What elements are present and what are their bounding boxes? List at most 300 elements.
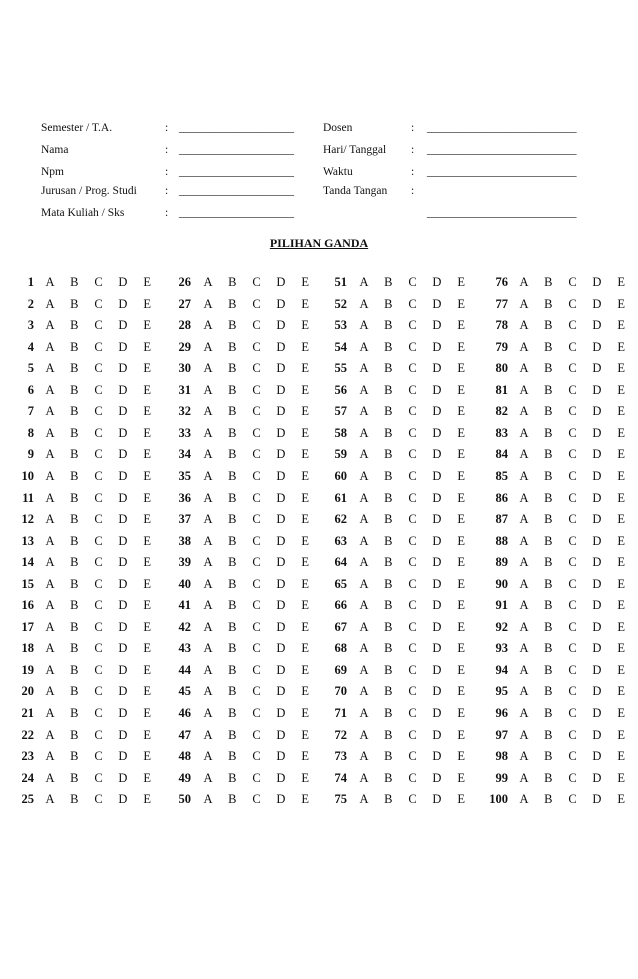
answer-option-e[interactable]: E <box>457 339 465 354</box>
answer-option-b[interactable]: B <box>70 662 79 677</box>
answer-option-e[interactable]: E <box>457 749 465 764</box>
answer-option-e[interactable]: E <box>301 490 309 505</box>
answer-option-c[interactable]: C <box>94 425 103 440</box>
answer-option-d[interactable]: D <box>592 275 602 289</box>
answer-option-a[interactable]: A <box>45 382 55 397</box>
answer-option-c[interactable]: C <box>94 447 103 462</box>
answer-option-d[interactable]: D <box>276 318 286 333</box>
answer-option-b[interactable]: B <box>70 275 79 289</box>
answer-option-c[interactable]: C <box>94 727 103 742</box>
answer-option-c[interactable]: C <box>252 468 261 483</box>
answer-option-e[interactable]: E <box>301 598 309 613</box>
answer-option-a[interactable]: A <box>203 662 213 677</box>
answer-option-b[interactable]: B <box>228 404 237 419</box>
answer-option-c[interactable]: C <box>568 296 577 311</box>
answer-option-d[interactable]: D <box>432 404 442 419</box>
answer-option-c[interactable]: C <box>252 425 261 440</box>
answer-option-d[interactable]: D <box>276 770 286 785</box>
answer-option-d[interactable]: D <box>118 382 128 397</box>
answer-option-a[interactable]: A <box>359 425 369 440</box>
answer-option-b[interactable]: B <box>544 662 553 677</box>
answer-option-b[interactable]: B <box>384 684 393 699</box>
answer-option-c[interactable]: C <box>568 792 577 807</box>
answer-option-c[interactable]: C <box>408 598 417 613</box>
field-input-line[interactable]: ____________________ <box>179 144 294 156</box>
answer-option-d[interactable]: D <box>592 382 602 397</box>
answer-option-c[interactable]: C <box>94 770 103 785</box>
answer-option-d[interactable]: D <box>432 468 442 483</box>
answer-option-e[interactable]: E <box>301 555 309 570</box>
answer-option-e[interactable]: E <box>143 533 151 548</box>
answer-option-a[interactable]: A <box>203 275 213 289</box>
answer-option-b[interactable]: B <box>544 576 553 591</box>
answer-option-e[interactable]: E <box>617 598 625 613</box>
answer-option-a[interactable]: A <box>519 684 529 699</box>
answer-option-c[interactable]: C <box>408 447 417 462</box>
answer-option-c[interactable]: C <box>408 619 417 634</box>
answer-option-d[interactable]: D <box>592 361 602 376</box>
answer-option-c[interactable]: C <box>568 684 577 699</box>
answer-option-e[interactable]: E <box>457 404 465 419</box>
answer-option-d[interactable]: D <box>432 662 442 677</box>
answer-option-c[interactable]: C <box>568 382 577 397</box>
answer-option-c[interactable]: C <box>568 468 577 483</box>
answer-option-d[interactable]: D <box>118 727 128 742</box>
answer-option-d[interactable]: D <box>118 792 128 807</box>
answer-option-a[interactable]: A <box>359 641 369 656</box>
answer-option-d[interactable]: D <box>276 749 286 764</box>
answer-option-d[interactable]: D <box>118 296 128 311</box>
answer-option-e[interactable]: E <box>301 641 309 656</box>
answer-option-c[interactable]: C <box>252 684 261 699</box>
answer-option-e[interactable]: E <box>457 619 465 634</box>
answer-option-d[interactable]: D <box>276 619 286 634</box>
answer-option-c[interactable]: C <box>408 684 417 699</box>
answer-option-a[interactable]: A <box>45 792 55 807</box>
answer-option-d[interactable]: D <box>432 770 442 785</box>
answer-option-c[interactable]: C <box>408 425 417 440</box>
answer-option-d[interactable]: D <box>276 425 286 440</box>
answer-option-d[interactable]: D <box>118 468 128 483</box>
answer-option-d[interactable]: D <box>276 404 286 419</box>
answer-option-c[interactable]: C <box>408 296 417 311</box>
answer-option-d[interactable]: D <box>592 555 602 570</box>
answer-option-c[interactable]: C <box>408 749 417 764</box>
answer-option-d[interactable]: D <box>118 490 128 505</box>
answer-option-a[interactable]: A <box>359 706 369 720</box>
answer-option-c[interactable]: C <box>408 404 417 419</box>
answer-option-b[interactable]: B <box>384 447 393 462</box>
answer-option-d[interactable]: D <box>276 447 286 462</box>
answer-option-e[interactable]: E <box>457 382 465 397</box>
answer-option-b[interactable]: B <box>544 598 553 613</box>
answer-option-c[interactable]: C <box>252 727 261 742</box>
answer-option-b[interactable]: B <box>544 447 553 462</box>
answer-option-a[interactable]: A <box>203 727 213 742</box>
answer-option-c[interactable]: C <box>252 296 261 311</box>
answer-option-a[interactable]: A <box>203 296 213 311</box>
answer-option-c[interactable]: C <box>252 404 261 419</box>
answer-option-b[interactable]: B <box>228 706 237 720</box>
answer-option-c[interactable]: C <box>252 706 261 720</box>
answer-option-c[interactable]: C <box>94 662 103 677</box>
answer-option-c[interactable]: C <box>94 533 103 548</box>
answer-option-c[interactable]: C <box>568 555 577 570</box>
answer-option-c[interactable]: C <box>94 318 103 333</box>
answer-option-e[interactable]: E <box>617 490 625 505</box>
answer-option-e[interactable]: E <box>617 275 625 289</box>
answer-option-e[interactable]: E <box>143 361 151 376</box>
answer-option-e[interactable]: E <box>143 512 151 527</box>
answer-option-d[interactable]: D <box>592 749 602 764</box>
answer-option-b[interactable]: B <box>384 619 393 634</box>
answer-option-c[interactable]: C <box>94 296 103 311</box>
answer-option-c[interactable]: C <box>408 318 417 333</box>
answer-option-b[interactable]: B <box>228 792 237 807</box>
answer-option-d[interactable]: D <box>432 641 442 656</box>
answer-option-e[interactable]: E <box>143 598 151 613</box>
answer-option-d[interactable]: D <box>432 619 442 634</box>
answer-option-e[interactable]: E <box>301 339 309 354</box>
answer-option-a[interactable]: A <box>203 490 213 505</box>
answer-option-a[interactable]: A <box>203 339 213 354</box>
answer-option-e[interactable]: E <box>301 706 309 720</box>
answer-option-a[interactable]: A <box>519 296 529 311</box>
answer-option-e[interactable]: E <box>457 533 465 548</box>
answer-option-c[interactable]: C <box>94 382 103 397</box>
answer-option-e[interactable]: E <box>457 598 465 613</box>
answer-option-c[interactable]: C <box>568 619 577 634</box>
answer-option-a[interactable]: A <box>45 533 55 548</box>
answer-option-d[interactable]: D <box>592 662 602 677</box>
answer-option-b[interactable]: B <box>70 512 79 527</box>
answer-option-e[interactable]: E <box>457 296 465 311</box>
answer-option-d[interactable]: D <box>432 425 442 440</box>
answer-option-e[interactable]: E <box>457 555 465 570</box>
answer-option-e[interactable]: E <box>617 619 625 634</box>
answer-option-e[interactable]: E <box>457 447 465 462</box>
answer-option-d[interactable]: D <box>276 490 286 505</box>
answer-option-e[interactable]: E <box>143 339 151 354</box>
answer-option-a[interactable]: A <box>45 425 55 440</box>
answer-option-e[interactable]: E <box>617 555 625 570</box>
answer-option-d[interactable]: D <box>592 619 602 634</box>
answer-option-b[interactable]: B <box>384 512 393 527</box>
answer-option-c[interactable]: C <box>252 792 261 807</box>
answer-option-b[interactable]: B <box>228 619 237 634</box>
answer-option-e[interactable]: E <box>301 404 309 419</box>
answer-option-e[interactable]: E <box>301 749 309 764</box>
answer-option-c[interactable]: C <box>252 749 261 764</box>
answer-option-e[interactable]: E <box>457 361 465 376</box>
answer-option-d[interactable]: D <box>432 361 442 376</box>
answer-option-a[interactable]: A <box>203 576 213 591</box>
answer-option-c[interactable]: C <box>568 425 577 440</box>
answer-option-b[interactable]: B <box>544 361 553 376</box>
answer-option-a[interactable]: A <box>519 425 529 440</box>
answer-option-a[interactable]: A <box>45 727 55 742</box>
answer-option-c[interactable]: C <box>252 641 261 656</box>
answer-option-c[interactable]: C <box>94 490 103 505</box>
answer-option-a[interactable]: A <box>45 275 55 289</box>
answer-option-e[interactable]: E <box>143 684 151 699</box>
answer-option-a[interactable]: A <box>359 770 369 785</box>
answer-option-b[interactable]: B <box>544 706 553 720</box>
answer-option-b[interactable]: B <box>70 598 79 613</box>
answer-option-b[interactable]: B <box>544 641 553 656</box>
answer-option-a[interactable]: A <box>359 447 369 462</box>
answer-option-b[interactable]: B <box>70 555 79 570</box>
answer-option-a[interactable]: A <box>519 576 529 591</box>
answer-option-b[interactable]: B <box>384 598 393 613</box>
answer-option-e[interactable]: E <box>457 425 465 440</box>
answer-option-d[interactable]: D <box>592 770 602 785</box>
answer-option-c[interactable]: C <box>568 662 577 677</box>
answer-option-a[interactable]: A <box>519 275 529 289</box>
answer-option-e[interactable]: E <box>301 382 309 397</box>
answer-option-a[interactable]: A <box>359 490 369 505</box>
answer-option-a[interactable]: A <box>203 641 213 656</box>
answer-option-b[interactable]: B <box>228 727 237 742</box>
answer-option-d[interactable]: D <box>276 598 286 613</box>
answer-option-b[interactable]: B <box>70 468 79 483</box>
answer-option-a[interactable]: A <box>359 576 369 591</box>
answer-option-b[interactable]: B <box>70 296 79 311</box>
answer-option-a[interactable]: A <box>519 555 529 570</box>
answer-option-e[interactable]: E <box>617 468 625 483</box>
answer-option-c[interactable]: C <box>408 490 417 505</box>
answer-option-e[interactable]: E <box>457 662 465 677</box>
answer-option-d[interactable]: D <box>118 447 128 462</box>
answer-option-a[interactable]: A <box>519 792 529 807</box>
answer-option-a[interactable]: A <box>203 555 213 570</box>
answer-option-d[interactable]: D <box>276 641 286 656</box>
answer-option-b[interactable]: B <box>544 296 553 311</box>
answer-option-c[interactable]: C <box>94 468 103 483</box>
answer-option-a[interactable]: A <box>45 641 55 656</box>
answer-option-b[interactable]: B <box>70 447 79 462</box>
answer-option-a[interactable]: A <box>203 361 213 376</box>
answer-option-c[interactable]: C <box>568 404 577 419</box>
answer-option-d[interactable]: D <box>592 468 602 483</box>
answer-option-c[interactable]: C <box>94 749 103 764</box>
answer-option-e[interactable]: E <box>617 512 625 527</box>
answer-option-b[interactable]: B <box>70 684 79 699</box>
answer-option-b[interactable]: B <box>70 641 79 656</box>
answer-option-a[interactable]: A <box>519 382 529 397</box>
answer-option-c[interactable]: C <box>252 598 261 613</box>
answer-option-c[interactable]: C <box>568 706 577 720</box>
answer-option-e[interactable]: E <box>457 512 465 527</box>
answer-option-d[interactable]: D <box>432 512 442 527</box>
answer-option-c[interactable]: C <box>408 770 417 785</box>
answer-option-e[interactable]: E <box>617 382 625 397</box>
answer-option-e[interactable]: E <box>617 533 625 548</box>
answer-option-e[interactable]: E <box>617 749 625 764</box>
answer-option-a[interactable]: A <box>359 555 369 570</box>
answer-option-a[interactable]: A <box>203 404 213 419</box>
answer-option-e[interactable]: E <box>617 706 625 720</box>
answer-option-b[interactable]: B <box>384 749 393 764</box>
answer-option-b[interactable]: B <box>228 533 237 548</box>
answer-option-e[interactable]: E <box>301 468 309 483</box>
answer-option-c[interactable]: C <box>408 339 417 354</box>
answer-option-b[interactable]: B <box>384 727 393 742</box>
answer-option-b[interactable]: B <box>228 275 237 289</box>
answer-option-d[interactable]: D <box>276 792 286 807</box>
answer-option-d[interactable]: D <box>118 425 128 440</box>
answer-option-b[interactable]: B <box>228 749 237 764</box>
answer-option-c[interactable]: C <box>408 382 417 397</box>
answer-option-e[interactable]: E <box>301 770 309 785</box>
field-input-line[interactable]: ____________________ <box>179 122 294 134</box>
answer-option-e[interactable]: E <box>457 275 465 289</box>
answer-option-d[interactable]: D <box>432 706 442 720</box>
answer-option-e[interactable]: E <box>143 727 151 742</box>
answer-option-c[interactable]: C <box>408 641 417 656</box>
answer-option-c[interactable]: C <box>408 555 417 570</box>
answer-option-a[interactable]: A <box>519 404 529 419</box>
answer-option-c[interactable]: C <box>252 275 261 289</box>
answer-option-a[interactable]: A <box>45 318 55 333</box>
answer-option-b[interactable]: B <box>384 641 393 656</box>
answer-option-c[interactable]: C <box>568 598 577 613</box>
answer-option-c[interactable]: C <box>252 382 261 397</box>
answer-option-b[interactable]: B <box>70 770 79 785</box>
answer-option-e[interactable]: E <box>301 576 309 591</box>
answer-option-e[interactable]: E <box>301 619 309 634</box>
answer-option-d[interactable]: D <box>592 512 602 527</box>
answer-option-a[interactable]: A <box>519 512 529 527</box>
answer-option-a[interactable]: A <box>45 770 55 785</box>
answer-option-b[interactable]: B <box>70 792 79 807</box>
answer-option-a[interactable]: A <box>45 555 55 570</box>
answer-option-d[interactable]: D <box>592 447 602 462</box>
answer-option-b[interactable]: B <box>384 361 393 376</box>
field-input-line[interactable]: __________________________ <box>427 122 577 134</box>
answer-option-b[interactable]: B <box>228 361 237 376</box>
answer-option-d[interactable]: D <box>118 619 128 634</box>
answer-option-c[interactable]: C <box>252 490 261 505</box>
answer-option-b[interactable]: B <box>228 382 237 397</box>
answer-option-b[interactable]: B <box>544 727 553 742</box>
answer-option-e[interactable]: E <box>143 382 151 397</box>
answer-option-e[interactable]: E <box>143 706 151 720</box>
answer-option-d[interactable]: D <box>592 404 602 419</box>
answer-option-e[interactable]: E <box>617 662 625 677</box>
answer-option-c[interactable]: C <box>408 275 417 289</box>
field-input-line[interactable]: __________________________ <box>427 166 577 178</box>
answer-option-e[interactable]: E <box>143 792 151 807</box>
answer-option-c[interactable]: C <box>94 641 103 656</box>
answer-option-b[interactable]: B <box>70 339 79 354</box>
answer-option-b[interactable]: B <box>544 749 553 764</box>
answer-option-b[interactable]: B <box>70 382 79 397</box>
answer-option-c[interactable]: C <box>252 619 261 634</box>
answer-option-b[interactable]: B <box>384 382 393 397</box>
answer-option-b[interactable]: B <box>384 468 393 483</box>
answer-option-b[interactable]: B <box>384 533 393 548</box>
answer-option-e[interactable]: E <box>301 533 309 548</box>
answer-option-e[interactable]: E <box>617 684 625 699</box>
answer-option-a[interactable]: A <box>519 662 529 677</box>
answer-option-c[interactable]: C <box>94 361 103 376</box>
answer-option-b[interactable]: B <box>384 576 393 591</box>
answer-option-c[interactable]: C <box>94 598 103 613</box>
answer-option-e[interactable]: E <box>301 447 309 462</box>
answer-option-d[interactable]: D <box>432 792 442 807</box>
answer-option-e[interactable]: E <box>143 296 151 311</box>
answer-option-b[interactable]: B <box>544 425 553 440</box>
answer-option-a[interactable]: A <box>45 339 55 354</box>
answer-option-c[interactable]: C <box>252 555 261 570</box>
answer-option-d[interactable]: D <box>276 684 286 699</box>
answer-option-c[interactable]: C <box>568 641 577 656</box>
answer-option-d[interactable]: D <box>118 706 128 720</box>
answer-option-e[interactable]: E <box>457 318 465 333</box>
answer-option-b[interactable]: B <box>228 684 237 699</box>
answer-option-b[interactable]: B <box>544 619 553 634</box>
answer-option-a[interactable]: A <box>45 598 55 613</box>
answer-option-b[interactable]: B <box>544 339 553 354</box>
answer-option-d[interactable]: D <box>432 598 442 613</box>
answer-option-d[interactable]: D <box>118 770 128 785</box>
answer-option-b[interactable]: B <box>544 275 553 289</box>
answer-option-e[interactable]: E <box>457 684 465 699</box>
answer-option-c[interactable]: C <box>94 275 103 289</box>
answer-option-d[interactable]: D <box>592 792 602 807</box>
answer-option-e[interactable]: E <box>617 770 625 785</box>
answer-option-b[interactable]: B <box>70 361 79 376</box>
answer-option-b[interactable]: B <box>544 468 553 483</box>
answer-option-d[interactable]: D <box>592 425 602 440</box>
answer-option-c[interactable]: C <box>408 792 417 807</box>
field-input-line[interactable]: __________________________ <box>427 144 577 156</box>
answer-option-d[interactable]: D <box>432 382 442 397</box>
answer-option-d[interactable]: D <box>432 533 442 548</box>
answer-option-d[interactable]: D <box>432 684 442 699</box>
answer-option-e[interactable]: E <box>301 275 309 289</box>
answer-option-d[interactable]: D <box>592 706 602 720</box>
answer-option-b[interactable]: B <box>70 576 79 591</box>
answer-option-a[interactable]: A <box>45 619 55 634</box>
answer-option-d[interactable]: D <box>432 749 442 764</box>
answer-option-d[interactable]: D <box>118 404 128 419</box>
answer-option-a[interactable]: A <box>519 339 529 354</box>
answer-option-b[interactable]: B <box>544 490 553 505</box>
answer-option-d[interactable]: D <box>432 275 442 289</box>
answer-option-a[interactable]: A <box>359 792 369 807</box>
answer-option-e[interactable]: E <box>143 404 151 419</box>
answer-option-a[interactable]: A <box>359 339 369 354</box>
answer-option-e[interactable]: E <box>617 447 625 462</box>
answer-option-e[interactable]: E <box>457 641 465 656</box>
answer-option-e[interactable]: E <box>617 318 625 333</box>
answer-option-b[interactable]: B <box>384 318 393 333</box>
answer-option-a[interactable]: A <box>203 512 213 527</box>
answer-option-b[interactable]: B <box>384 770 393 785</box>
answer-option-d[interactable]: D <box>118 555 128 570</box>
answer-option-b[interactable]: B <box>544 555 553 570</box>
answer-option-b[interactable]: B <box>544 770 553 785</box>
answer-option-a[interactable]: A <box>45 576 55 591</box>
answer-option-a[interactable]: A <box>203 447 213 462</box>
answer-option-e[interactable]: E <box>457 792 465 807</box>
answer-option-b[interactable]: B <box>228 318 237 333</box>
answer-option-e[interactable]: E <box>457 490 465 505</box>
answer-option-c[interactable]: C <box>408 662 417 677</box>
answer-option-e[interactable]: E <box>617 361 625 376</box>
